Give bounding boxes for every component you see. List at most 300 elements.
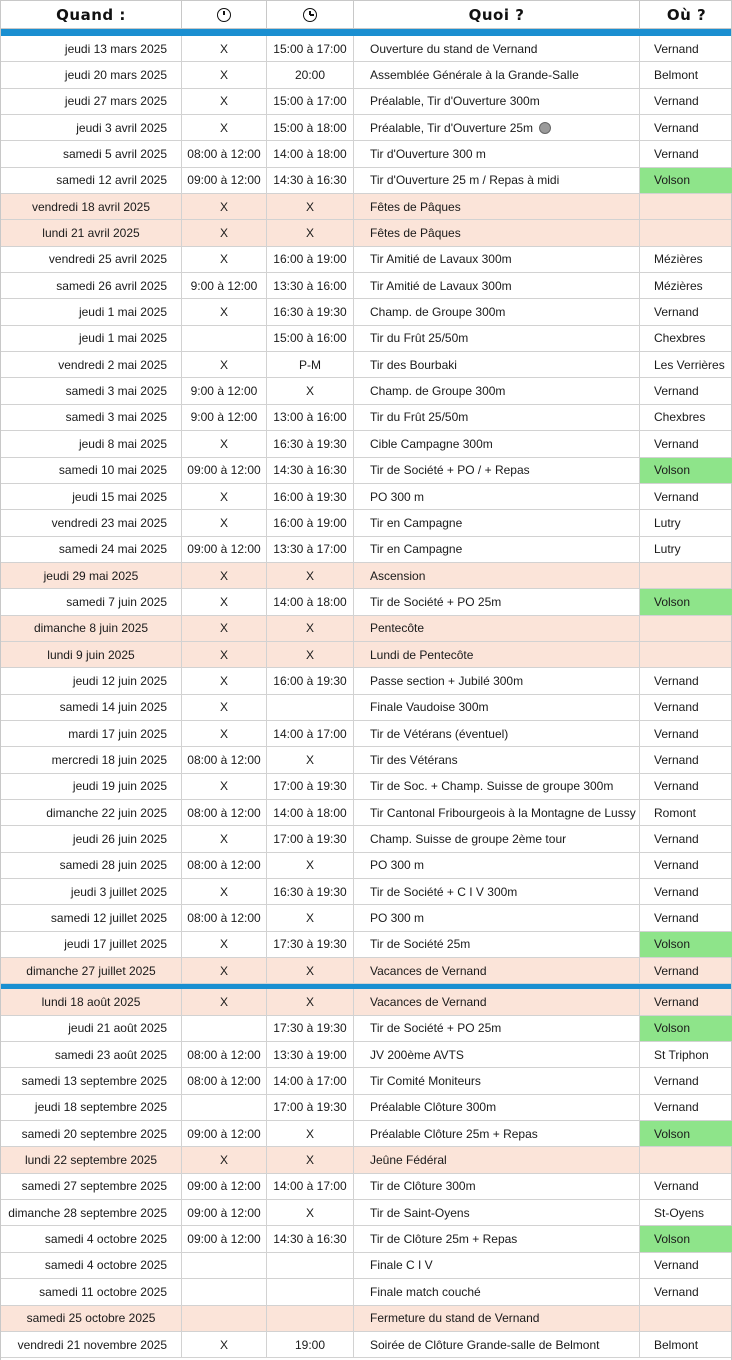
date-cell xyxy=(1,168,182,193)
morning-cell-text: X xyxy=(219,831,228,846)
afternoon-cell-text: 14:00 à 17:00 xyxy=(273,1074,347,1089)
afternoon-cell xyxy=(267,1306,354,1331)
date-cell xyxy=(1,1095,182,1120)
location-cell-text: Vernand xyxy=(654,963,699,978)
date-cell xyxy=(1,589,182,614)
date-cell-text: samedi 25 octobre 2025 xyxy=(26,1311,156,1326)
morning-cell-text: X xyxy=(219,726,228,741)
date-cell-text: samedi 4 octobre 2025 xyxy=(44,1258,167,1273)
location-cell xyxy=(640,168,732,193)
afternoon-cell-text: 13:00 à 16:00 xyxy=(273,410,347,425)
event-cell xyxy=(354,695,640,720)
date-cell xyxy=(1,458,182,483)
table-row xyxy=(1,378,731,404)
table-row xyxy=(1,36,731,62)
event-cell xyxy=(354,273,640,298)
event-cell xyxy=(354,537,640,562)
event-cell-text: Cible Campagne 300m xyxy=(370,436,493,451)
location-cell-text: Volson xyxy=(654,594,691,609)
morning-cell-text: 09:00 à 12:00 xyxy=(187,542,261,557)
afternoon-cell xyxy=(267,537,354,562)
event-cell-text: Ascension xyxy=(370,568,426,583)
event-cell-text: Finale C I V xyxy=(370,1258,433,1273)
date-cell-text: dimanche 22 juin 2025 xyxy=(46,805,167,820)
afternoon-cell-text: 14:00 à 17:00 xyxy=(273,726,347,741)
morning-cell-text: 09:00 à 12:00 xyxy=(187,173,261,188)
morning-cell xyxy=(182,1226,267,1251)
table-row xyxy=(1,405,731,431)
event-cell-text: Préalable Clôture 25m + Repas xyxy=(370,1126,538,1141)
event-cell-text: Ouverture du stand de Vernand xyxy=(370,41,538,56)
event-cell xyxy=(354,141,640,166)
afternoon-cell-text: 14:00 à 18:00 xyxy=(273,594,347,609)
event-cell xyxy=(354,989,640,1014)
date-cell-text: jeudi 8 mai 2025 xyxy=(78,436,167,451)
event-cell xyxy=(354,616,640,641)
location-cell-text: Volson xyxy=(654,463,691,478)
date-cell xyxy=(1,405,182,430)
location-cell-text: Vernand xyxy=(654,41,699,56)
morning-cell xyxy=(182,537,267,562)
date-cell-text: vendredi 21 novembre 2025 xyxy=(17,1337,167,1352)
location-cell-text: Volson xyxy=(654,937,691,952)
table-row xyxy=(1,616,731,642)
afternoon-cell xyxy=(267,115,354,140)
morning-cell-text: 08:00 à 12:00 xyxy=(187,1074,261,1089)
location-cell-text: Volson xyxy=(654,1232,691,1247)
table-row xyxy=(1,1121,731,1147)
afternoon-cell xyxy=(267,510,354,535)
date-cell xyxy=(1,36,182,61)
location-cell xyxy=(640,405,732,430)
event-cell xyxy=(354,1147,640,1172)
afternoon-cell-text: 17:00 à 19:30 xyxy=(273,1100,347,1115)
afternoon-cell-text: X xyxy=(305,858,314,873)
morning-cell xyxy=(182,932,267,957)
location-cell xyxy=(640,1226,732,1251)
morning-cell-text: 09:00 à 12:00 xyxy=(187,1205,261,1220)
morning-cell-text: 08:00 à 12:00 xyxy=(187,1047,261,1062)
location-cell xyxy=(640,800,732,825)
afternoon-cell xyxy=(267,36,354,61)
event-cell-text: PO 300 m xyxy=(370,911,425,926)
afternoon-cell-text: 16:00 à 19:00 xyxy=(273,252,347,267)
location-cell-text: Volson xyxy=(654,1021,691,1036)
date-cell-text: vendredi 25 avril 2025 xyxy=(48,252,167,267)
afternoon-cell xyxy=(267,1016,354,1041)
afternoon-cell-text: 15:00 à 17:00 xyxy=(273,94,347,109)
afternoon-cell xyxy=(267,378,354,403)
event-cell xyxy=(354,774,640,799)
table-row xyxy=(1,1332,731,1358)
morning-cell xyxy=(182,168,267,193)
date-cell-text: lundi 9 juin 2025 xyxy=(47,647,135,662)
morning-cell xyxy=(182,1147,267,1172)
event-cell xyxy=(354,405,640,430)
table-row xyxy=(1,1174,731,1200)
event-cell xyxy=(354,484,640,509)
morning-cell-text: 08:00 à 12:00 xyxy=(187,147,261,162)
afternoon-cell xyxy=(267,484,354,509)
location-cell-text: Vernand xyxy=(654,752,699,767)
date-cell-text: jeudi 15 mai 2025 xyxy=(72,489,167,504)
location-cell-text: Vernand xyxy=(654,94,699,109)
event-cell xyxy=(354,510,640,535)
rows-part-2 xyxy=(1,989,731,1358)
morning-cell xyxy=(182,405,267,430)
morning-cell xyxy=(182,1174,267,1199)
location-cell xyxy=(640,1147,732,1172)
header-blue-bar xyxy=(1,29,731,36)
date-cell xyxy=(1,1121,182,1146)
afternoon-cell xyxy=(267,299,354,324)
afternoon-cell-text: 19:00 xyxy=(294,1337,326,1352)
morning-cell xyxy=(182,326,267,351)
location-cell xyxy=(640,1016,732,1041)
afternoon-cell xyxy=(267,458,354,483)
morning-cell xyxy=(182,668,267,693)
afternoon-cell-text: X xyxy=(305,199,314,214)
location-cell xyxy=(640,62,732,87)
date-cell-text: lundi 21 avril 2025 xyxy=(42,226,140,241)
morning-cell xyxy=(182,853,267,878)
event-cell xyxy=(354,800,640,825)
morning-cell xyxy=(182,905,267,930)
date-cell-text: mardi 17 juin 2025 xyxy=(68,726,167,741)
afternoon-cell-text: 16:00 à 19:00 xyxy=(273,515,347,530)
location-cell-text: Vernand xyxy=(654,726,699,741)
location-cell xyxy=(640,905,732,930)
afternoon-cell xyxy=(267,326,354,351)
table-row xyxy=(1,1042,731,1068)
event-cell xyxy=(354,905,640,930)
afternoon-cell-text: X xyxy=(305,963,314,978)
afternoon-cell xyxy=(267,89,354,114)
table-row xyxy=(1,352,731,378)
date-cell-text: jeudi 1 mai 2025 xyxy=(78,305,167,320)
event-cell-text: Tir d'Ouverture 25 m / Repas à midi xyxy=(370,173,560,188)
date-cell xyxy=(1,1016,182,1041)
event-cell xyxy=(354,721,640,746)
table-row xyxy=(1,168,731,194)
afternoon-cell xyxy=(267,989,354,1014)
morning-cell-text: X xyxy=(219,199,228,214)
afternoon-cell-text: 14:30 à 16:30 xyxy=(273,173,347,188)
date-cell xyxy=(1,853,182,878)
location-cell xyxy=(640,958,732,983)
event-cell xyxy=(354,1174,640,1199)
event-cell xyxy=(354,431,640,456)
location-cell xyxy=(640,932,732,957)
date-cell-text: mercredi 18 juin 2025 xyxy=(51,752,167,767)
date-cell-text: jeudi 3 juillet 2025 xyxy=(70,884,167,899)
event-cell xyxy=(354,1068,640,1093)
morning-cell xyxy=(182,989,267,1014)
date-cell xyxy=(1,378,182,403)
afternoon-cell-text: X xyxy=(305,995,314,1010)
afternoon-cell-text: X xyxy=(305,384,314,399)
location-cell xyxy=(640,1121,732,1146)
morning-cell-text: X xyxy=(219,995,228,1010)
morning-cell xyxy=(182,1306,267,1331)
afternoon-cell xyxy=(267,141,354,166)
morning-cell-text: X xyxy=(219,621,228,636)
location-cell xyxy=(640,642,732,667)
table-row xyxy=(1,1306,731,1332)
location-cell xyxy=(640,484,732,509)
date-cell xyxy=(1,905,182,930)
event-cell-text: Tir en Campagne xyxy=(370,542,463,557)
event-cell xyxy=(354,458,640,483)
afternoon-cell xyxy=(267,431,354,456)
afternoon-cell xyxy=(267,853,354,878)
date-cell xyxy=(1,1068,182,1093)
table-row xyxy=(1,800,731,826)
date-cell xyxy=(1,1174,182,1199)
location-cell-text: Vernand xyxy=(654,700,699,715)
morning-cell-text: X xyxy=(219,357,228,372)
table-row xyxy=(1,853,731,879)
morning-cell-text: X xyxy=(219,937,228,952)
location-cell-text: Vernand xyxy=(654,305,699,320)
afternoon-cell xyxy=(267,879,354,904)
location-cell xyxy=(640,378,732,403)
table-row xyxy=(1,1253,731,1279)
event-cell-text: PO 300 m xyxy=(370,489,425,504)
afternoon-cell xyxy=(267,1174,354,1199)
afternoon-cell xyxy=(267,1332,354,1357)
location-cell-text: Vernand xyxy=(654,858,699,873)
table-row xyxy=(1,1226,731,1252)
location-cell-text: St Triphon xyxy=(654,1047,709,1062)
date-cell-text: vendredi 2 mai 2025 xyxy=(58,357,167,372)
location-cell xyxy=(640,589,732,614)
location-cell xyxy=(640,774,732,799)
table-row xyxy=(1,668,731,694)
location-cell xyxy=(640,616,732,641)
date-cell xyxy=(1,89,182,114)
table-row xyxy=(1,247,731,273)
morning-cell-text: 08:00 à 12:00 xyxy=(187,858,261,873)
date-cell-text: lundi 18 août 2025 xyxy=(41,995,141,1010)
event-cell xyxy=(354,1226,640,1251)
event-cell-text: Tir d'Ouverture 300 m xyxy=(370,147,486,162)
morning-cell xyxy=(182,141,267,166)
morning-cell-text: X xyxy=(219,594,228,609)
date-cell-text: samedi 26 avril 2025 xyxy=(56,278,167,293)
morning-cell xyxy=(182,800,267,825)
location-cell-text: Mézières xyxy=(654,278,703,293)
date-cell xyxy=(1,879,182,904)
afternoon-cell xyxy=(267,405,354,430)
morning-cell-text: X xyxy=(219,515,228,530)
event-cell-text: Tir des Vétérans xyxy=(370,752,458,767)
event-cell xyxy=(354,642,640,667)
afternoon-cell xyxy=(267,958,354,983)
event-cell xyxy=(354,1279,640,1304)
location-cell xyxy=(640,89,732,114)
location-cell-text: Vernand xyxy=(654,436,699,451)
event-cell xyxy=(354,89,640,114)
morning-cell-text: X xyxy=(219,436,228,451)
date-cell xyxy=(1,220,182,245)
event-cell-text: Préalable, Tir d'Ouverture 300m xyxy=(370,94,540,109)
date-cell xyxy=(1,326,182,351)
afternoon-cell-text: 17:30 à 19:30 xyxy=(273,1021,347,1036)
location-cell-text: Lutry xyxy=(654,542,681,557)
morning-cell xyxy=(182,194,267,219)
afternoon-cell-text: 15:00 à 18:00 xyxy=(273,120,347,135)
table-row xyxy=(1,115,731,141)
table-row xyxy=(1,879,731,905)
date-cell-text: samedi 3 mai 2025 xyxy=(65,384,167,399)
event-cell-text: Champ. de Groupe 300m xyxy=(370,384,506,399)
event-cell xyxy=(354,36,640,61)
event-cell xyxy=(354,1016,640,1041)
morning-cell-text: X xyxy=(219,647,228,662)
date-cell xyxy=(1,800,182,825)
event-cell xyxy=(354,378,640,403)
afternoon-cell-text: 20:00 xyxy=(294,68,326,83)
location-cell xyxy=(640,1332,732,1357)
date-cell-text: jeudi 21 août 2025 xyxy=(68,1021,167,1036)
afternoon-cell-text: 13:30 à 16:00 xyxy=(273,278,347,293)
date-cell xyxy=(1,642,182,667)
event-cell-text: Fermeture du stand de Vernand xyxy=(370,1311,540,1326)
table-row xyxy=(1,1016,731,1042)
table-row xyxy=(1,989,731,1015)
morning-cell-text: X xyxy=(219,1153,228,1168)
event-cell xyxy=(354,958,640,983)
afternoon-cell-text: X xyxy=(305,752,314,767)
date-cell-text: samedi 3 mai 2025 xyxy=(65,410,167,425)
event-cell xyxy=(354,563,640,588)
morning-cell-text: X xyxy=(219,41,228,56)
morning-cell-text: 09:00 à 12:00 xyxy=(187,463,261,478)
table-row xyxy=(1,537,731,563)
date-cell xyxy=(1,510,182,535)
morning-cell-text: X xyxy=(219,1337,228,1352)
date-cell-text: samedi 10 mai 2025 xyxy=(58,463,167,478)
morning-cell-text: X xyxy=(219,120,228,135)
date-cell-text: samedi 24 mai 2025 xyxy=(58,542,167,557)
afternoon-cell-text: X xyxy=(305,1126,314,1141)
date-cell-text: samedi 4 octobre 2025 xyxy=(44,1232,167,1247)
date-cell-text: jeudi 29 mai 2025 xyxy=(43,568,139,583)
event-cell-text: Tir des Bourbaki xyxy=(370,357,457,372)
morning-cell xyxy=(182,299,267,324)
event-cell-text: Tir Comité Moniteurs xyxy=(370,1074,481,1089)
morning-cell-text: X xyxy=(219,68,228,83)
afternoon-cell-text: X xyxy=(305,1205,314,1220)
date-cell xyxy=(1,273,182,298)
event-cell-text: Pentecôte xyxy=(370,621,425,636)
date-cell-text: dimanche 28 septembre 2025 xyxy=(8,1205,167,1220)
afternoon-cell-text: 16:30 à 19:30 xyxy=(273,436,347,451)
event-cell-text: Assemblée Générale à la Grande-Salle xyxy=(370,68,579,83)
date-cell-text: jeudi 27 mars 2025 xyxy=(64,94,167,109)
date-cell xyxy=(1,1226,182,1251)
location-cell xyxy=(640,721,732,746)
morning-cell-text: 08:00 à 12:00 xyxy=(187,911,261,926)
event-cell xyxy=(354,1306,640,1331)
location-cell-text: Vernand xyxy=(654,1179,699,1194)
table-row xyxy=(1,89,731,115)
date-cell xyxy=(1,484,182,509)
morning-cell xyxy=(182,378,267,403)
afternoon-cell xyxy=(267,1147,354,1172)
afternoon-cell-text: X xyxy=(305,911,314,926)
date-cell-text: dimanche 8 juin 2025 xyxy=(33,621,149,636)
date-cell xyxy=(1,247,182,272)
event-cell-text: Lundi de Pentecôte xyxy=(370,647,474,662)
afternoon-cell xyxy=(267,563,354,588)
morning-cell xyxy=(182,1253,267,1278)
date-cell-text: jeudi 3 avril 2025 xyxy=(76,120,167,135)
date-cell xyxy=(1,62,182,87)
location-cell-text: Vernand xyxy=(654,1074,699,1089)
afternoon-cell xyxy=(267,905,354,930)
event-cell-text: Tir de Clôture 300m xyxy=(370,1179,476,1194)
afternoon-cell xyxy=(267,247,354,272)
morning-cell xyxy=(182,352,267,377)
morning-cell-text: X xyxy=(219,226,228,241)
afternoon-cell xyxy=(267,1068,354,1093)
afternoon-cell xyxy=(267,1279,354,1304)
location-cell xyxy=(640,247,732,272)
event-cell xyxy=(354,826,640,851)
table-row xyxy=(1,642,731,668)
morning-cell xyxy=(182,616,267,641)
location-cell-text: Chexbres xyxy=(654,331,706,346)
location-cell-text: Belmont xyxy=(654,1337,699,1352)
location-cell-text: Vernand xyxy=(654,995,699,1010)
event-cell-text: Tir Amitié de Lavaux 300m xyxy=(370,278,512,293)
morning-cell-text: 09:00 à 12:00 xyxy=(187,1232,261,1247)
date-cell-text: jeudi 1 mai 2025 xyxy=(78,331,167,346)
location-cell xyxy=(640,853,732,878)
morning-cell-text: X xyxy=(219,252,228,267)
event-cell-text: Préalable, Tir d'Ouverture 25m xyxy=(370,120,534,135)
date-cell xyxy=(1,141,182,166)
header-morning xyxy=(182,1,267,28)
location-cell-text: Belmont xyxy=(654,68,699,83)
date-cell-text: samedi 13 septembre 2025 xyxy=(21,1074,167,1089)
date-cell xyxy=(1,1253,182,1278)
afternoon-cell-text: P-M xyxy=(299,357,321,372)
morning-cell xyxy=(182,115,267,140)
location-cell xyxy=(640,989,732,1014)
table-row xyxy=(1,747,731,773)
event-cell xyxy=(354,326,640,351)
afternoon-cell-text: 16:30 à 19:30 xyxy=(273,305,347,320)
morning-cell xyxy=(182,220,267,245)
afternoon-cell-text: X xyxy=(305,226,314,241)
location-cell xyxy=(640,273,732,298)
morning-cell xyxy=(182,89,267,114)
date-cell xyxy=(1,774,182,799)
event-cell-text: Jeûne Fédéral xyxy=(370,1153,447,1168)
afternoon-cell-text: 13:30 à 19:00 xyxy=(273,1047,347,1062)
date-cell-text: jeudi 17 juillet 2025 xyxy=(64,937,167,952)
location-cell-text: Lutry xyxy=(654,515,681,530)
location-cell-text: Vernand xyxy=(654,673,699,688)
afternoon-cell-text: 14:00 à 18:00 xyxy=(273,805,347,820)
morning-cell-text: 09:00 à 12:00 xyxy=(187,1126,261,1141)
location-cell-text: Vernand xyxy=(654,1100,699,1115)
table-row xyxy=(1,1068,731,1094)
morning-cell-text: 9:00 à 12:00 xyxy=(190,278,258,293)
